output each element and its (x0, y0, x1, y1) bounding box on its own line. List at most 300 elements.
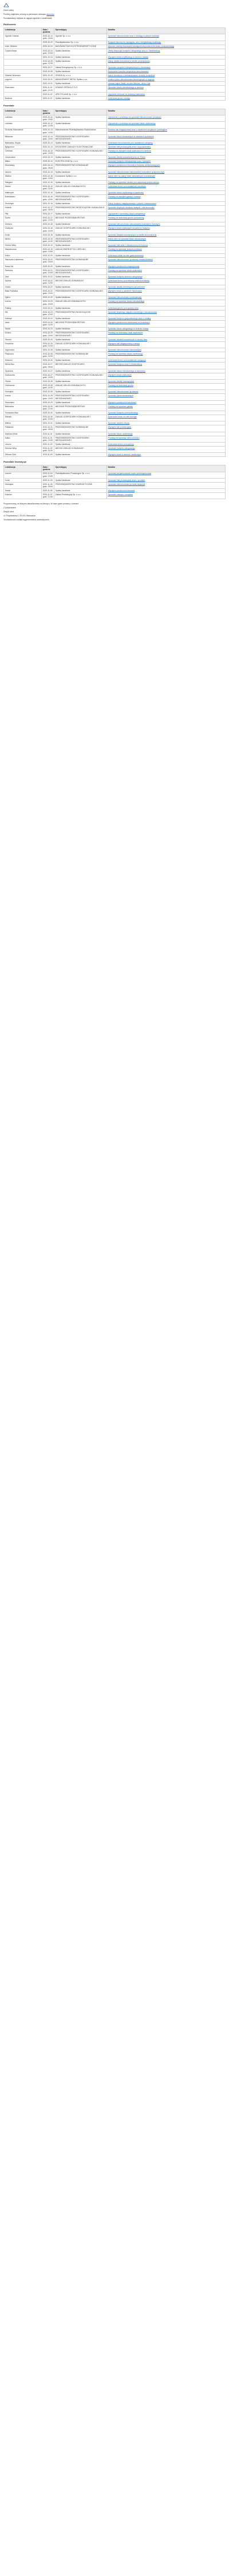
note-link[interactable]: Dzierżawa gruntu rolnego (108, 97, 131, 99)
note-link[interactable]: Dzierżawa gruntu pod uprawy rolne (108, 306, 139, 309)
email-body (0, 0, 229, 525)
date-cell: 2023-11-06 godz. 09:00 (42, 482, 54, 488)
note-link[interactable]: Nabór ofert na zakup lokali mieszkalnych komunalnych (108, 174, 156, 177)
date-cell: 2023-10-19 godz. 11:00 (42, 237, 54, 243)
date-cell: 2023-11-02 (42, 442, 54, 446)
table-row (4, 404, 226, 411)
note-link[interactable]: Sprzedaż lokalu usługowego w centrum miasta (108, 328, 149, 331)
date-cell: 2023-10-15 (42, 181, 54, 185)
location-cell: Sosnowiec (4, 86, 42, 92)
note-link[interactable]: Wynajem lokalu użytkowego w centrum miasta (108, 55, 148, 58)
location-cell: Oświęcim (4, 226, 42, 233)
seller-cell: Spółka handlowa (54, 191, 107, 195)
table-row (4, 49, 226, 55)
table-row (4, 212, 226, 216)
note-link[interactable]: Dzierżawa terenu pod parking (108, 443, 134, 445)
date-cell: 2023-10-28 (42, 380, 54, 384)
note-link[interactable]: Sprzedaż działek rolnych (108, 422, 130, 425)
note-cell (107, 493, 226, 499)
date-cell: 2023-10-28 (42, 70, 54, 74)
date-cell: 2023-11-04 godz. 10:00 (42, 472, 54, 478)
table-row (4, 453, 226, 457)
seller-cell: Spółka handlowa (54, 390, 107, 394)
location-cell: Siedlce (4, 174, 42, 180)
note-link[interactable]: Dzierżawa terenu pod działalność handlową (108, 185, 146, 188)
seller-cell: Komunalne Spółka z o.o. (54, 174, 107, 180)
seller-cell: Spółka handlowa (54, 327, 107, 331)
date-cell: 2023-10-20 (42, 264, 54, 268)
location-cell: Konin (4, 478, 42, 482)
location-cell: Pruszków (4, 341, 42, 348)
note-link[interactable]: Wynajem powierzchni biurowej w budynku administracyjnym (108, 164, 160, 167)
table-row (4, 78, 226, 82)
table-header-row (4, 465, 226, 472)
note-link[interactable]: Sprzedaż działki rekreacyjnej nad jeziorem (108, 286, 145, 289)
seller-cell: PRZEDSIĘBIORSTWO KOMUNALNE (54, 425, 107, 432)
seller-cell: Spółka handlowa (54, 70, 107, 74)
column-header: Notatka (107, 109, 226, 115)
location-cell: Gdańsk Wrzeszcz (4, 74, 42, 78)
note-link[interactable]: Sprzedaż lokali mieszkalnych (108, 395, 133, 397)
note-cell (107, 237, 226, 243)
note-link[interactable]: Sprzedaż hali produkcyjnej wraz z wyposażeniem (108, 146, 151, 149)
note-link[interactable]: Ogłoszenie o przetargu na sprzedaż nieruchomości gruntowej (108, 116, 161, 118)
note-link[interactable]: Sprzedaż budynku usługowego (108, 447, 135, 449)
note-link[interactable]: Sprzedaż budynku mieszkalnego wraz z garażem (108, 160, 151, 163)
date-cell: 2023-10-30 (42, 411, 54, 415)
table-row (4, 254, 226, 258)
location-cell: Skarżysko-Kamienna (4, 258, 42, 264)
location-cell: Nowa Sól (4, 264, 42, 268)
column-header: Notatka (107, 28, 226, 34)
table-row (4, 363, 226, 369)
location-cell: Piła (4, 212, 42, 216)
location-cell: Kościan (4, 493, 42, 499)
seller-cell: PRZEDSIĘBIORSTWO KOMUNALNE (54, 164, 107, 170)
note-link[interactable]: Sprzedaż lokalu mieszkalnego w kamienicy (108, 369, 145, 372)
table-row (4, 493, 226, 499)
note-link[interactable]: Sprzedaż lokalu użytkowego w kamienicy (108, 192, 144, 194)
location-cell: Gniezno (4, 222, 42, 226)
note-link[interactable]: Sprzedaż zbędnego majątku ruchomego i nieruchomości (108, 310, 157, 313)
note-cell (107, 327, 226, 331)
note-link[interactable]: Sprzedaż nieruchomości gruntowej (108, 391, 139, 393)
note-link[interactable]: Budynek biurowy do wynajęcia, ceny uwzględniają lokalizację (108, 41, 161, 44)
location-cell: Zduńska Wola (4, 432, 42, 436)
seller-cell: GRADA Sp. z o.o. (54, 74, 107, 78)
note-link[interactable]: Dzierżawa terenu pod działalność usługową (108, 359, 146, 362)
seller-cell: PRZEDSIĘBIORSTWO GOSPODARKI KOMUNALNEJ (54, 149, 107, 156)
table-row (4, 82, 226, 86)
location-cell: Ostrołęka (4, 482, 42, 488)
location-cell: Wałbrzych (4, 191, 42, 195)
seller-cell: PRZEDSIĘBIORSTWO GOSPODARKI MIESZKANIOWEJ (54, 195, 107, 201)
location-cell: Wieluń (4, 421, 42, 425)
note-link[interactable]: Sprzedaż działek budowlanych w okolicy lasu (108, 338, 148, 341)
note-cell (107, 86, 226, 92)
table-row (4, 248, 226, 254)
table-row (4, 327, 226, 331)
note-link[interactable]: Dzierżawa terenu pod reklamę wielkoformatową (108, 279, 149, 282)
table-row (4, 274, 226, 278)
note-link[interactable]: Przetarg na dzierżawę gruntu pod parking (108, 216, 144, 219)
note-cell (107, 489, 226, 493)
column-header: Sprzedający (54, 465, 107, 472)
note-link[interactable]: Ogłoszenie o przetargu na sprzedaż lokalu użytkowego (108, 122, 156, 125)
column-header: Lokalizacja (4, 465, 42, 472)
column-header: Lokalizacja (4, 28, 42, 34)
note-link[interactable]: Sprzedaż działki inwestycyjnej (108, 380, 135, 383)
table-row (4, 122, 226, 128)
table-row (4, 59, 226, 65)
note-cell (107, 66, 226, 70)
date-cell: 2023-10-21 (42, 274, 54, 278)
note-link[interactable]: Sprzedaż zorganizowanej części przedsiębiorstwa (108, 472, 152, 475)
table-row (4, 446, 226, 452)
seller-cell: Przedsiębiorstwo Produkcyjne Sp. z o.o. (54, 472, 107, 478)
date-cell: 2023-11-07 (42, 96, 54, 100)
location-cell: Biała Podlaska (4, 289, 42, 296)
table-row (4, 66, 226, 70)
location-cell: Kwidzyn (4, 317, 42, 321)
date-cell: 2023-10-27 godz. 10:00 (42, 373, 54, 379)
note-link[interactable]: Wynajem powierzchni biurowej (108, 489, 135, 492)
seller-cell: Spółka handlowa (54, 348, 107, 352)
location-cell: Częstochowa (4, 49, 42, 55)
note-cell (107, 373, 226, 379)
date-cell: 2023-10-28 (42, 390, 54, 394)
seller-cell: Spółka handlowa (54, 49, 107, 55)
note-link[interactable]: Sprzedaż działki budowlanej przy ul. Polnej (108, 156, 145, 159)
note-link[interactable]: Przetarg na sprzedaż nieruchomości (108, 436, 140, 439)
note-link[interactable]: Sprzedaż nieruchomości przemysłowej (108, 296, 142, 299)
note-link[interactable]: Sprzedaż lokali mieszkalnych w zasobach spółdzielni (108, 135, 154, 138)
location-cell (4, 70, 42, 74)
note-link[interactable]: Umowa najmu lokalu na cele biurowe, okres 3 lat (108, 82, 151, 85)
company-address: ul. Przykładowa 1, 00-001 Warszawa (3, 515, 35, 517)
table-row (4, 185, 226, 191)
date-cell: 2023-10-12 godz. 12:00 (42, 122, 54, 128)
table-row (4, 233, 226, 237)
table-row (4, 96, 226, 100)
location-cell: Leszno (4, 472, 42, 478)
location-cell: Czechowice (4, 156, 42, 160)
table-row (4, 478, 226, 482)
location-cell: Blizanów (4, 134, 42, 141)
note-link[interactable]: Budowa hali magazynowej wraz z zapleczem socjalnym i parkingiem (108, 129, 167, 132)
column-header: Data i godzina (42, 28, 54, 34)
footer-line: Przypominamy, że lista jest aktualizowana na bieżąco. W razie pytań prosimy o kontakt. (3, 503, 79, 505)
note-cell (107, 321, 226, 327)
note-cell (107, 482, 226, 488)
table-row (4, 268, 226, 274)
note-link[interactable]: Wynajem lokali w centrum handlowym (108, 453, 141, 456)
intro-link[interactable]: abcd-xyz (46, 13, 54, 15)
note-link[interactable]: Dzierżawa nieruchomości pod działalność usługową (108, 142, 153, 145)
date-cell: 2023-10-13 (42, 145, 54, 149)
note-link[interactable]: Przetarg na sprzedaż garaży (108, 405, 133, 408)
note-link[interactable]: Dzierżawa lokalu na cele biurowe (108, 415, 137, 418)
seller-cell: PRZEDSIĘBIORSTWO GOSPODARKI MIESZKANIOWEJ (54, 394, 107, 400)
location-cell: Kraśnik (4, 205, 42, 212)
note-cell (107, 348, 226, 352)
seller-cell: MIEJSKIE PRZEDSIĘBIORSTWO (54, 321, 107, 327)
date-cell: 2023-11-07 godz. 12:00 (42, 493, 54, 499)
date-cell: 2023-10-28 godz. 11:00 (42, 384, 54, 390)
note-link[interactable]: Przetarg na wynajem garaży i boksów (108, 196, 141, 198)
note-link[interactable]: Wynajem powierzchni magazynowej (108, 265, 140, 268)
location-cell: Płońsk (4, 380, 42, 384)
table-row (4, 149, 226, 156)
note-link[interactable]: Sprzedaż nieruchomości zabudowanej budynkiem gospodarczym (108, 170, 164, 173)
note-link[interactable]: Wynajem powierzchni handlowej (108, 401, 136, 404)
location-cell: Otwock (4, 337, 42, 341)
date-cell: 2023-10-22 godz. 10:00 (42, 289, 54, 296)
note-cell (107, 164, 226, 170)
note-link[interactable]: Ogłoszenie o sprzedaży lokalu usługowego (108, 212, 145, 215)
seller-cell: BYDGOSKIE ZAKŁADY ELEKTRONICZNE (54, 145, 107, 149)
date-cell: 2023-10-13 (42, 141, 54, 145)
date-cell: 2023-10-25 godz. 12:00 (42, 341, 54, 348)
table-row (4, 41, 226, 45)
note-cell (107, 191, 226, 195)
date-cell: 2023-10-24 godz. 10:00 (42, 49, 54, 55)
location-cell: Mielec (4, 237, 42, 243)
note-link[interactable]: Oferty dotyczące budynku usługowego przy ul. Sienkiewicza (108, 49, 160, 52)
note-link[interactable]: Dzierżawa lokalu na cele gastronomiczne (108, 254, 144, 257)
note-link[interactable]: Przetarg na sprzedaż budynku kotłowni (108, 248, 142, 250)
table-row (4, 191, 226, 195)
date-cell: 2023-10-20 godz. 09:00 (42, 258, 54, 264)
table-row (4, 421, 226, 425)
location-cell: Zgierz (4, 296, 42, 300)
seller-cell: BUDOWNICTWO ELEKTROENERGETYCZNE (54, 45, 107, 49)
location-cell: Grodzisk Mazowiecki (4, 128, 42, 134)
date-cell: 2023-10-27 (42, 369, 54, 373)
note-cell (107, 300, 226, 306)
date-cell: 2023-10-26 (42, 348, 54, 352)
note-link[interactable]: Sprzedaż budynku przemysłowego (108, 411, 139, 414)
note-cell (107, 141, 226, 145)
location-cell: Puławy (4, 306, 42, 310)
location-cell: Tomaszów Maz. (4, 411, 42, 415)
note-link[interactable]: Przetarg na sprzedaż lokalu mieszkalnego (108, 300, 145, 303)
table-row (4, 337, 226, 341)
date-cell: 2023-10-27 (42, 66, 54, 70)
note-link[interactable]: Sprzedaż zbędnych środków trwałych i nieruchomości (108, 206, 155, 209)
seller-cell: Spółka handlowa (54, 222, 107, 226)
location-cell: Gorzów Wlkp. (4, 446, 42, 452)
note-cell (107, 384, 226, 390)
seller-cell: Spółka handlowa (54, 489, 107, 493)
table-row (4, 359, 226, 363)
note-cell (107, 400, 226, 404)
note-cell (107, 369, 226, 373)
note-link[interactable]: Wzorzec umowy dotyczącej udostępnienia powierzchni wraz z dokumentacją (108, 45, 175, 48)
note-link[interactable]: Przetarg na dzierżawę lokali użytkowych (108, 332, 143, 335)
column-header: Sprzedający (54, 28, 107, 34)
note-link[interactable]: Sprzedaż nieruchomości gruntowej niezabudowanej (108, 258, 153, 261)
note-cell (107, 195, 226, 201)
table-row (4, 205, 226, 212)
location-cell (4, 82, 42, 86)
table-row (4, 164, 226, 170)
note-link[interactable]: Sprzedaż urządzeń energetycznych z demontażu (108, 66, 151, 69)
note-cell (107, 49, 226, 55)
note-link[interactable]: Wynajem lokali w pawilonie handlowym (108, 290, 142, 293)
note-link[interactable]: Przetarg na dzierżawę gruntu (108, 384, 133, 387)
date-cell: 2023-10-29 (42, 400, 54, 404)
note-cell (107, 55, 226, 59)
note-cell (107, 478, 226, 482)
date-cell: 2023-11-06 (42, 489, 54, 493)
note-cell (107, 421, 226, 425)
note-link[interactable]: Sprzedaż nieruchomości wraz z obsługą w pełnym zakresie (108, 35, 160, 38)
seller-cell: PRZEDSIĘBIORSTWO GOSPODARKI MIESZKANIOWEJ (54, 331, 107, 337)
note-cell (107, 317, 226, 321)
note-link[interactable]: Sprzedaż działek inwestycyjnych w strefie ekonomicznej (108, 233, 157, 236)
note-link[interactable]: Analiza rynku nieruchomości komercyjnych w regionie (108, 78, 155, 81)
note-link[interactable]: Sprzedaż nieruchomości po byłej ciepłowni (108, 483, 145, 485)
note-cell (107, 446, 226, 452)
note-link[interactable]: Przetarg na sprzedaż lokali użytkowych (108, 269, 142, 272)
section-title: Pozostałe Inwestycje (3, 460, 27, 464)
date-cell: 2023-10-16 (42, 201, 54, 205)
date-cell: 2023-10-22 (42, 296, 54, 300)
column-header: Data i godzina (42, 465, 54, 472)
location-cell (4, 92, 42, 96)
seller-cell: ELEKTRO-DOM Sp. z o.o. (54, 160, 107, 164)
note-link[interactable]: Sprzedaż nieruchomości zabudowanej (108, 349, 141, 352)
note-link[interactable]: Przetarg na wynajem lokali użytkowych w centrum (108, 150, 152, 153)
location-cell: Sieradz (4, 415, 42, 421)
date-cell: 2023-10-26 godz. 10:00 (42, 352, 54, 359)
note-cell (107, 306, 226, 310)
greeting: Dzień dobry (3, 9, 14, 12)
note-link[interactable]: Sprzedaż nieruchomości zabudowanej budynkiem biurowym (108, 223, 160, 226)
seller-cell: Spółka handlowa (54, 411, 107, 415)
seller-cell: Spółka handlowa (54, 170, 107, 174)
note-cell (107, 134, 226, 141)
note-link[interactable]: Sprzedaż budynku gospodarczego wraz z działką (108, 317, 151, 320)
seller-cell: Spółka handlowa (54, 285, 107, 289)
table-row (4, 160, 226, 164)
note-cell (107, 404, 226, 411)
date-cell: 2023-10-31 (42, 82, 54, 86)
seller-cell: Spółka handlowa (54, 122, 107, 128)
note-link[interactable]: Sprzedaż lokalu mieszkalnego w centrum (108, 86, 144, 89)
note-link[interactable]: Rozliczenie kosztów utrzymania nieruchomości (108, 70, 149, 73)
location-cell: Lubliniec (4, 122, 42, 128)
seller-cell: Spółka handlowa (54, 400, 107, 404)
note-link[interactable]: Wynajem hali produkcyjnej (108, 426, 131, 429)
table-row (4, 134, 226, 141)
date-cell: 2023-10-30 godz. 12:00 (42, 404, 54, 411)
location-cell: Chełmek (4, 149, 42, 156)
note-link[interactable]: Sprzedaż hali produkcyjnej wraz z gruntem (108, 479, 145, 481)
table-row (4, 436, 226, 442)
note-link[interactable]: Wynajem lokali użytkowych na parterze budynku (108, 227, 150, 230)
location-cell: Bydgoszcz (4, 145, 42, 149)
note-cell (107, 436, 226, 442)
date-cell: 2023-10-24 (42, 327, 54, 331)
note-link[interactable]: Zakup działki budowlanej w strefie przemysłowej (108, 59, 150, 62)
table-row (4, 472, 226, 478)
note-link[interactable]: Nabór wniosków o dofinansowanie remontu budynków (108, 74, 155, 77)
seller-cell: MANAGEMENT METAL Spółka z o.o. (54, 78, 107, 82)
table-row (4, 373, 226, 379)
location-cell: Ełk (4, 310, 42, 316)
date-cell: 2023-10-23 (42, 306, 54, 310)
seller-cell: ZAKŁAD GOSPODARKI KOMUNALNEJ (54, 341, 107, 348)
location-cell: Lubliniec (4, 116, 42, 122)
note-cell (107, 92, 226, 96)
date-cell: 2023-10-24 (42, 317, 54, 321)
table-row (4, 352, 226, 359)
seller-cell: ZAKŁAD USŁUG KOMUNALNYCH (54, 384, 107, 390)
seller-cell: Spółka handlowa (54, 442, 107, 446)
seller-cell: Spółka handlowa (54, 156, 107, 160)
seller-cell: Spółka handlowa (54, 244, 107, 248)
company-logo-icon (3, 3, 9, 7)
seller-cell: Spółka handlowa (54, 141, 107, 145)
note-link[interactable]: Wynajem lokali użytkowych (108, 373, 132, 376)
location-cell: Bełchatów, Słupia (4, 141, 42, 145)
date-cell: 2023-10-19 godz. 10:00 (42, 248, 54, 254)
location-cell: Tczew (4, 216, 42, 222)
date-cell: 2023-10-20 (42, 254, 54, 258)
note-link[interactable]: Sprzedaż lokalu użytkowego (108, 432, 133, 435)
note-link[interactable]: Przetarg na sprzedaż działek pod zabudowę jednorodzinną (108, 181, 159, 184)
note-link[interactable]: Sprzedaż hali wraz z infrastrukturą techniczną (108, 244, 148, 246)
note-cell (107, 264, 226, 268)
location-cell: Zielona Góra (4, 453, 42, 457)
seller-cell: Spółka handlowa (54, 432, 107, 436)
seller-cell: Przedsiębiorstwo Sp. z o.o. (54, 41, 107, 45)
seller-cell: Spółka handlowa (54, 96, 107, 100)
date-cell: 2023-10-25 (42, 337, 54, 341)
date-cell: 2023-10-14 (42, 160, 54, 164)
date-cell: 2023-11-02 godz. 11:00 (42, 446, 54, 452)
table-row (4, 55, 226, 59)
table-row (4, 285, 226, 289)
note-link[interactable]: Sprzedaż budynku biurowo-usługowego (108, 275, 143, 278)
table-row (4, 128, 226, 134)
note-link[interactable]: Nabór ofert na sprzedaż lokali mieszkalnych (108, 237, 146, 240)
date-cell: 2023-10-29 godz. 10:00 (42, 394, 54, 400)
note-link[interactable]: Zapytanie ofertowe na dostawę materiałów (108, 93, 145, 95)
note-cell (107, 70, 226, 74)
note-cell (107, 244, 226, 248)
seller-cell: Spółka handlowa (54, 82, 107, 86)
note-link[interactable]: Wynajem powierzchni reklamowej na budynkach (108, 321, 150, 324)
table-row (4, 331, 226, 337)
table-row (4, 321, 226, 327)
note-link[interactable]: Przetarg na sprzedaż lokalu użytkowego (108, 353, 143, 356)
note-link[interactable]: Zakup budynku magazynowego z placem manewrowym (108, 202, 156, 205)
note-cell (107, 331, 226, 337)
table-row (4, 34, 226, 41)
location-cell: Złotów (4, 185, 42, 191)
note-link[interactable]: Sprzedaż maszyn i urządzeń (108, 493, 133, 496)
note-cell (107, 226, 226, 233)
note-link[interactable]: Sprzedaż budynku wraz z infrastrukturą (108, 363, 143, 366)
date-cell: 2023-10-15 godz. 11:00 (42, 185, 54, 191)
column-header: Data i godzina (42, 109, 54, 115)
date-cell: 2023-11-03 (42, 453, 54, 457)
note-cell (107, 472, 226, 478)
note-link[interactable]: Wynajem hali magazynowej z rampą (108, 342, 140, 345)
